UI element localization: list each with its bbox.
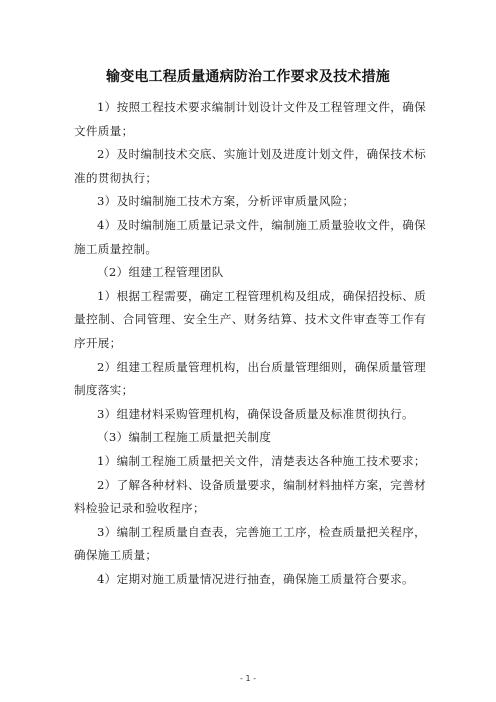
- paragraph: 4）定期对施工质量情况进行抽查，确保施工质量符合要求。: [97, 571, 414, 586]
- paragraph: 1）根据工程需要，确定工程管理机构及组成，确保招投标、质量控制、合同管理、安全生产、财务结算、技术文件审查等工作有序开展；: [74, 288, 426, 350]
- paragraph: 3）组建材料采购管理机构，确保设备质量及标准贯彻执行。: [97, 406, 414, 421]
- page-number: - 1 -: [240, 674, 256, 683]
- section-heading: （3）编制工程施工质量把关制度: [97, 430, 272, 445]
- paragraph: 1）编制工程施工质量把关文件，清楚表达各种施工技术要求；: [97, 453, 426, 468]
- paragraph: 1）按照工程技术要求编制计划设计文件及工程管理文件，确保文件质量；: [74, 100, 426, 138]
- paragraph: 2）组建工程质量管理机构，出台质量管理细则，确保质量管理制度落实；: [74, 359, 426, 398]
- paragraph: 4）及时编制施工质量记录文件，编制施工质量验收文件，确保施工质量控制。: [74, 217, 426, 256]
- paragraph: 3）及时编制施工技术方案，分析评审质量风险；: [97, 194, 355, 209]
- paragraph: 3）编制工程质量自查表，完善施工工序，检查质量把关程序，确保施工质量；: [74, 524, 426, 563]
- paragraph: 2）了解各种材料、设备质量要求，编制材料抽样方案，完善材料检验记录和验收程序；: [74, 477, 426, 516]
- section-heading: （2）组建工程管理团队: [97, 265, 224, 280]
- document-title: 输变电工程质量通病防治工作要求及技术措施: [106, 69, 390, 85]
- document-body: [74, 96, 426, 591]
- paragraph: 2）及时编制技术交底、实施计划及进度计划文件，确保技术标准的贯彻执行；: [74, 147, 426, 185]
